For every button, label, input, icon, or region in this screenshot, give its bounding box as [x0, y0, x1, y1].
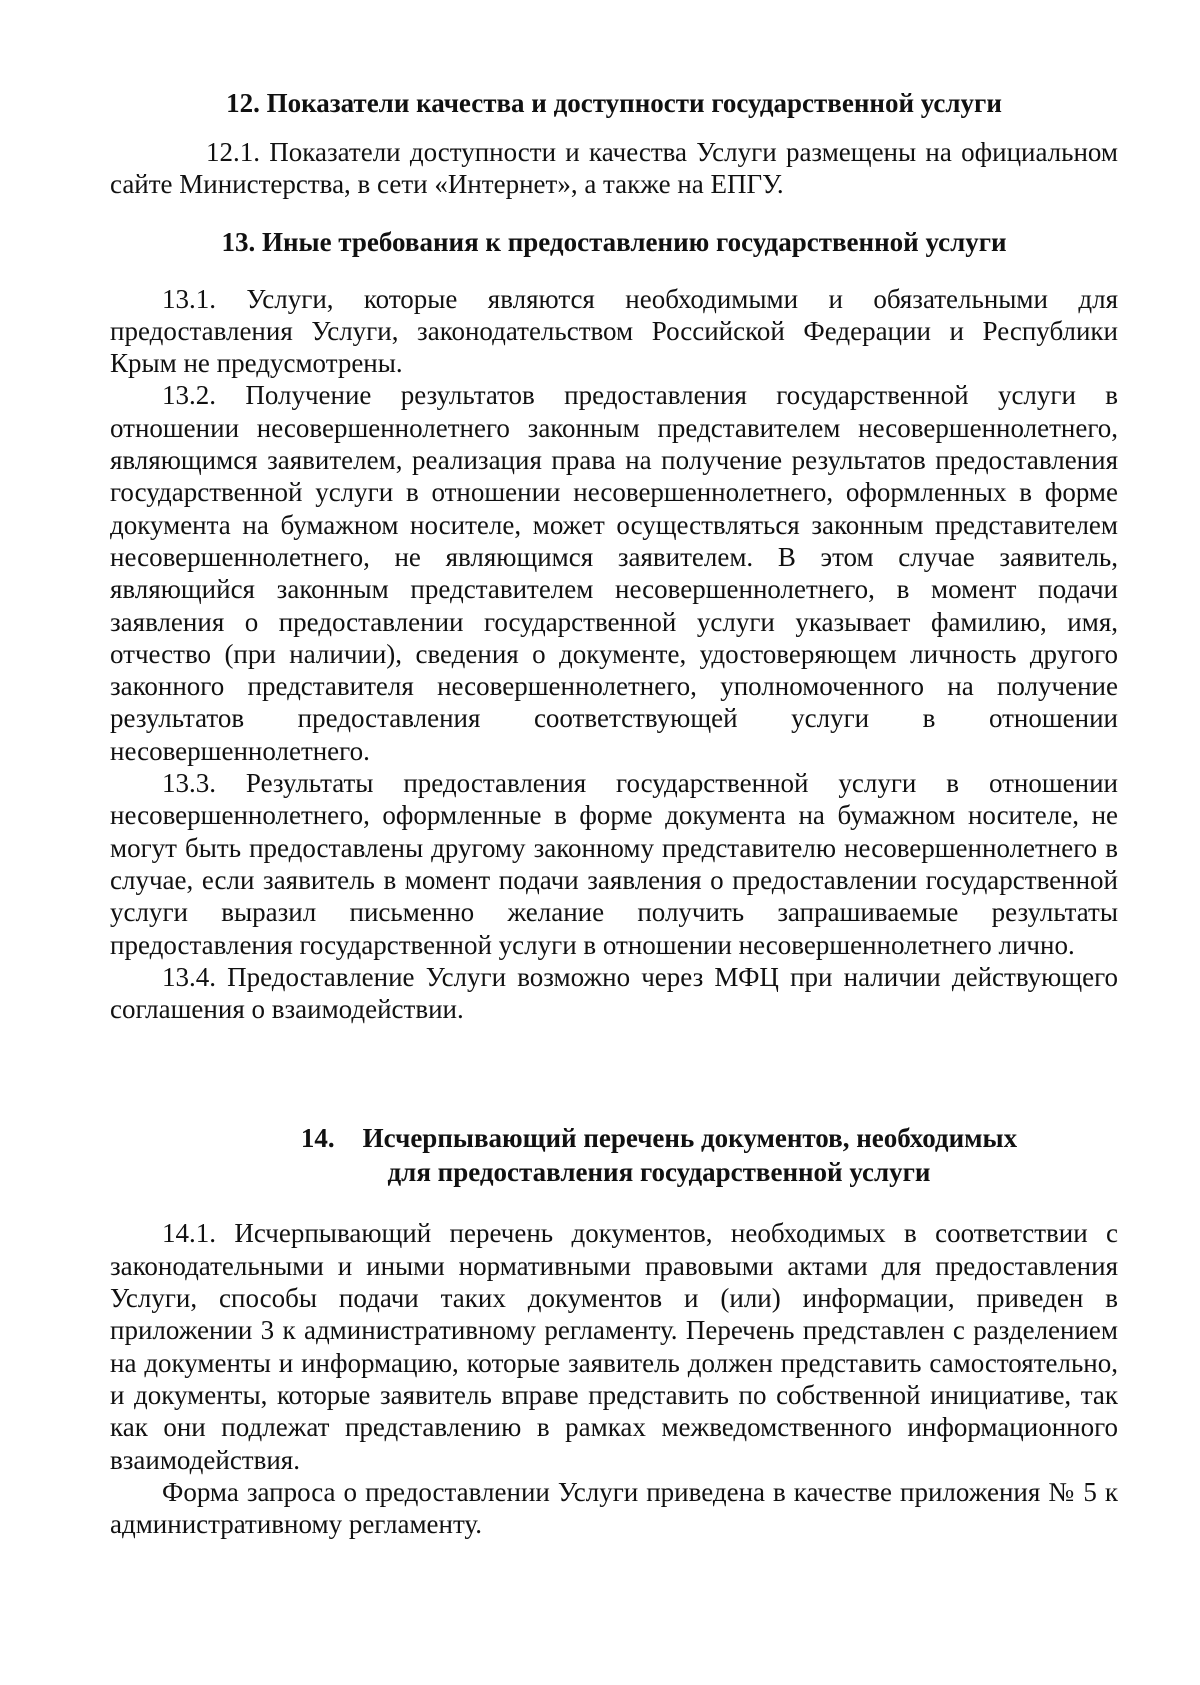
paragraph-12-1: 12.1. Показатели доступности и качества Услуги размещены на официальном сайте Министерства, в сети «Интернет», а также на ЕПГУ.	[110, 137, 1118, 200]
section-14-heading-line1: Исчерпывающий перечень документов, необходимых	[362, 1123, 1018, 1154]
paragraph-13-4: 13.4. Предоставление Услуги возможно через МФЦ при наличии действующего соглашения о взаимодействии.	[110, 961, 1118, 1025]
document-page	[110, 86, 1118, 1540]
section-14-number: 14.	[300, 1123, 335, 1154]
section-12-heading: 12. Показатели качества и доступности государственной услуги	[226, 88, 1002, 118]
section-14-heading-line2: для предоставления государственной услуги	[387, 1157, 931, 1188]
paragraph-form-request: Форма запроса о предоставлении Услуги приведена в качестве приложения № 5 к административному регламенту.	[110, 1476, 1118, 1540]
paragraph-13-1: 13.1. Услуги, которые являются необходимыми и обязательными для предоставления Услуги, законодательством Российской Федерации и Республики Крым не предусмотрены.	[110, 283, 1118, 379]
paragraph-13-2: 13.2. Получение результатов предоставления государственной услуги в отношении несовершеннолетнего законным представителем несовершеннолетнего, являющимся заявителем, реализация права на получение результатов предоставления государственной услуги в отношении несовершеннолетнего, оформленных в форме документа на бумажном носителе, может осуществляться законным представителем несовершеннолетнего, не являющимся заявителем. В этом случае заявитель, являющийся законным представителем несовершеннолетнего, в момент подачи заявления о предоставлении государственной услуги указывает фамилию, имя, отчество (при наличии), сведения о документе, удостоверяющем личность другого законного представителя несовершеннолетнего, уполномоченного на получение результатов предоставления соответствующей услуги в отношении несовершеннолетнего.	[110, 380, 1118, 766]
section-13-heading: 13. Иные требования к предоставлению государственной услуги	[221, 226, 1007, 257]
section-14-heading	[110, 1121, 1118, 1189]
paragraph-13-3: 13.3. Результаты предоставления государственной услуги в отношении несовершеннолетнего, оформленные в форме документа на бумажном носителе, не могут быть предоставлены другому законному представителю несовершеннолетнего в случае, если заявитель в момент подачи заявления о предоставлении государственной услуги выразил письменно желание получить запрашиваемые результаты предоставления государственной услуги в отношении несовершеннолетнего лично.	[110, 768, 1118, 960]
paragraph-14-1: 14.1. Исчерпывающий перечень документов, необходимых в соответствии с законодательными и иными нормативными правовыми актами для предоставления Услуги, способы подачи таких документов и (или) информации, приведен в приложении 3 к административному регламенту. Перечень представлен с разделением на документы и информацию, которые заявитель должен представить самостоятельно, и документы, которые заявитель вправе представить по собственной инициативе, так как они подлежат представлению в рамках межведомственного информационного взаимодействия.	[110, 1218, 1118, 1475]
